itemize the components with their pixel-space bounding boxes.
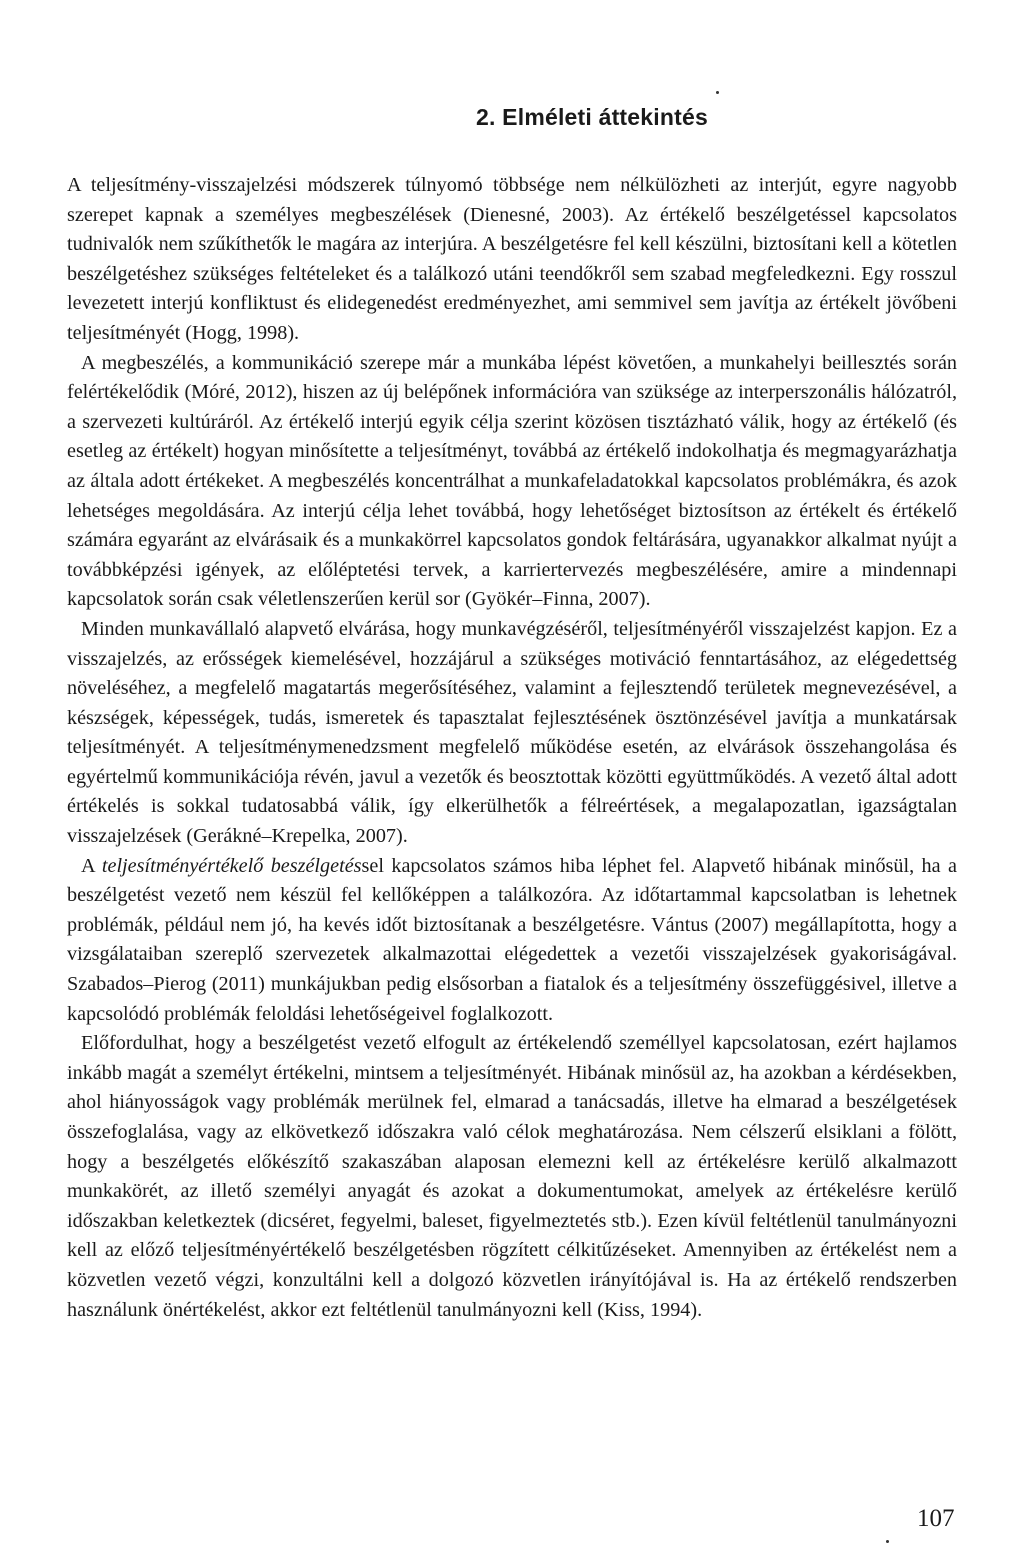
page-number: 107: [917, 1505, 955, 1532]
paragraph-3: Minden munkavállaló alapvető elvárása, hogy munkavégzéséről, teljesítményéről visszajelzést kapjon. Ez a visszajelzés, az erősségek kiemelésével, hozzájárul a szükséges motiváció fenntartásához, az elégedettség növeléséhez, a megfelelő magatartás megerősítéséhez, valamint a fejlesztendő területek megnevezésével, a készségek, képességek, tudás, ismeretek és tapasztalat fejlesztésének ösztönzésével javítja a munkatársak teljesítményét. A teljesítménymenedzsment megfelelő működése esetén, az elvárások összehangolása és egyértelmű kommunikációja révén, javul a vezetők és beosztottak közötti együttműködés. A vezető által adott értékelés is sokkal tudatosabbá válik, így elkerülhetők a félreértések, a megalapozatlan, igazságtalan visszajelzések (Gerákné–Krepelka, 2007).: [67, 617, 957, 848]
paragraph-4-lead: A: [81, 854, 102, 877]
paragraph-2: A megbeszélés, a kommunikáció szerepe már a munkába lépést követően, a munkahelyi beillesztés során felértékelődik (Móré, 2012), hiszen az új belépőnek információra van szüksége az interperszonális hálózatról, a szervezeti kultúráról. Az értékelő interjú egyik célja szerint közösen tisztázható válik, hogy az értékelő (és esetleg az értékelt) hogyan minősítette a teljesítményt, továbbá az értékelő indokolhatja és megmagyarázhatja az általa adott értékeket. A megbeszélés koncentrálhat a munkafeladatokkal kapcsolatos problémákra, és azok lehetséges megoldására. Az interjú célja lehet továbbá, hogy lehetőséget biztosítson az értékelt és értékelő számára egyaránt az elvárásaik és a munkakörrel kapcsolatos gondok feltárására, ugyanakkor alkalmat nyújt a továbbképzési igények, az előléptetési tervek, a karriertervezés megbeszélésére, amire a mindennapi kapcsolatok során csak véletlenszerűen kerül sor (Gyökér–Finna, 2007).: [67, 351, 957, 611]
speck: [886, 1540, 889, 1543]
speck: [716, 91, 719, 94]
paragraph-1: A teljesítmény-visszajelzési módszerek túlnyomó többsége nem nélkülözheti az interjút, egyre nagyobb szerepet kapnak a személyes megbeszélések (Dienesné, 2003). Az értékelő beszélgetéssel kapcsolatos tudnivalók nem szűkíthetők le magára az interjúra. A beszélgetésre fel kell készülni, biztosítani kell a kötetlen beszélgetéshez szükséges feltételeket és a találkozó utáni teendőkről sem szabad megfeledkezni. Egy rosszul levezetett interjú konfliktust és elidegenedést eredményezhet, ami semmivel sem javítja az értékelt jövőbeni teljesítményét (Hogg, 1998).: [67, 174, 957, 344]
paragraph-5: Előfordulhat, hogy a beszélgetést vezető elfogult az értékelendő személlyel kapcsolatosan, ezért hajlamos inkább magát a személyt értékelni, mintsem a teljesítményét. Hibának minősül az, ha azokban a kérdésekben, ahol hiányosságok vagy problémák merülnek fel, elmarad a tanácsadás, illetve ha elmarad a beszélgetések összefoglalása, vagy az elkövetkező időszakra való célok meghatározása. Nem célszerű elsiklani a fölött, hogy a beszélgetés előkészítő szakaszában alaposan elemezni kell az értékelésre kerülő alkalmazott munkakörét, az illető személyi anyagát és azokat a dokumentumokat, amelyek az értékelésre kerülő időszakban keletkeztek (dicséret, fegyelmi, baleset, figyelmeztetés stb.). Ezen kívül feltétlenül tanulmányozni kell az előző teljesítményértékelő beszélgetésben rögzített célkitűzéseket. Amennyiben az értékelést nem a közvetlen vezető végzi, konzultálni kell a dolgozó közvetlen irányítójával is. Ha az értékelő rendszerben használunk önértékelést, akkor ezt feltétlenül tanulmányozni kell (Kiss, 1994).: [67, 1032, 957, 1321]
paragraph-4: [67, 852, 957, 1030]
paragraph-4-body: sel kapcsolatos számos hiba léphet fel. Alapvető hibának minősül, ha a beszélgetést vezető nem készül fel kellőképpen a találkozóra. Az időtartammal kapcsolatban is lehetnek problémák, például nem jó, ha kevés időt biztosítanak a beszélgetésre. Vántus (2007) megállapította, hogy a vizsgálataiban szereplő szervezetek alkalmazottai elégedettek a vezetői visszajelzések gyakoriságával. Szabados–Pierog (2011) munkájukban pedig elsősorban a fiatalok és a teljesítmény összefüggésivel, illetve a kapcsolódó problémák feloldási lehetőségeivel foglalkozott.: [67, 854, 957, 1025]
section-heading: 2. Elméleti áttekintés: [476, 104, 708, 130]
paragraph-4-term: teljesítményértékelő beszélgetés: [101, 854, 362, 877]
document-page: [67, 104, 957, 1325]
